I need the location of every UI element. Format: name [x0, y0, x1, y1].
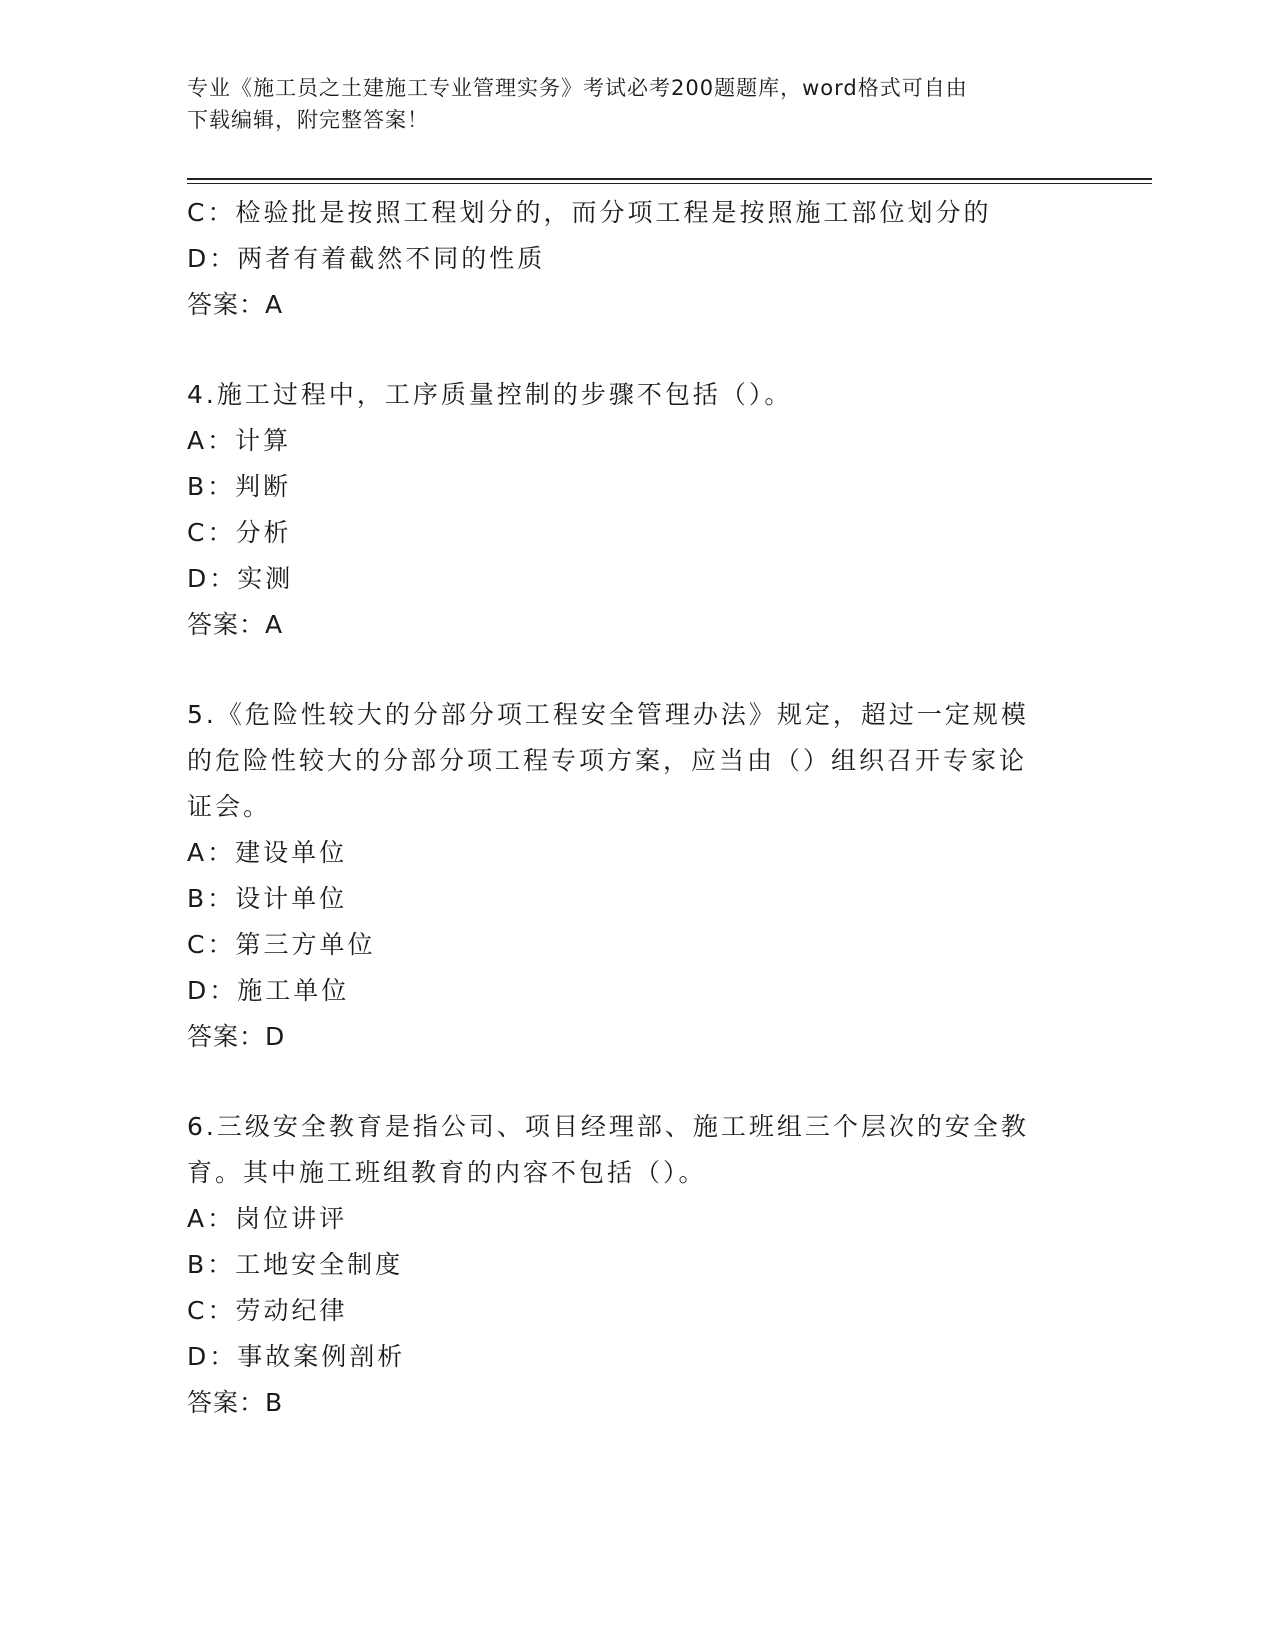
question-stem-cont: 的危险性较大的分部分项工程专项方案，应当由（）组织召开专家论: [187, 746, 1028, 775]
option-a: A：建设单位: [187, 838, 348, 867]
question-3-continued: [187, 190, 1087, 328]
answer-line: 答案：A: [187, 610, 284, 639]
header-divider: [187, 178, 1152, 180]
option-a: A：岗位讲评: [187, 1204, 348, 1233]
question-list: [187, 190, 1087, 1426]
header-line-1: 专业《施工员之土建施工专业管理实务》考试必考200题题库，word格式可自由: [187, 76, 968, 100]
answer-value: A: [265, 610, 284, 639]
option-b: B：工地安全制度: [187, 1250, 404, 1279]
question-4: [187, 372, 1087, 648]
question-stem-cont: 证会。: [187, 792, 272, 821]
option-d: D：事故案例剖析: [187, 1342, 406, 1371]
option-a: A：计算: [187, 426, 292, 455]
option-b: B：设计单位: [187, 884, 348, 913]
question-stem-cont: 育。其中施工班组教育的内容不包括（）。: [187, 1158, 707, 1187]
answer-line: 答案：D: [187, 1022, 286, 1051]
question-stem: 5.《危险性较大的分部分项工程安全管理办法》规定，超过一定规模: [187, 700, 1029, 729]
question-stem: 6.三级安全教育是指公司、项目经理部、施工班组三个层次的安全教: [187, 1112, 1029, 1141]
question-6: [187, 1104, 1087, 1426]
answer-line: 答案：B: [187, 1388, 284, 1417]
question-5: [187, 692, 1087, 1060]
option-b: B：判断: [187, 472, 292, 501]
header-divider-thin: [187, 183, 1152, 184]
question-stem: 4.施工过程中，工序质量控制的步骤不包括（）。: [187, 380, 793, 409]
answer-value: D: [265, 1022, 286, 1051]
option-c: C：检验批是按照工程划分的，而分项工程是按照施工部位划分的: [187, 198, 992, 227]
option-c: C：第三方单位: [187, 930, 376, 959]
header-line-2: 下载编辑，附完整答案！: [187, 108, 429, 132]
document-header: [187, 72, 1067, 136]
option-c: C：劳动纪律: [187, 1296, 348, 1325]
option-d: D：实测: [187, 564, 294, 593]
answer-value: B: [265, 1388, 284, 1417]
option-d: D：施工单位: [187, 976, 350, 1005]
answer-line: 答案：A: [187, 290, 284, 319]
option-c: C：分析: [187, 518, 292, 547]
option-d: D：两者有着截然不同的性质: [187, 244, 546, 273]
answer-value: A: [265, 290, 284, 319]
